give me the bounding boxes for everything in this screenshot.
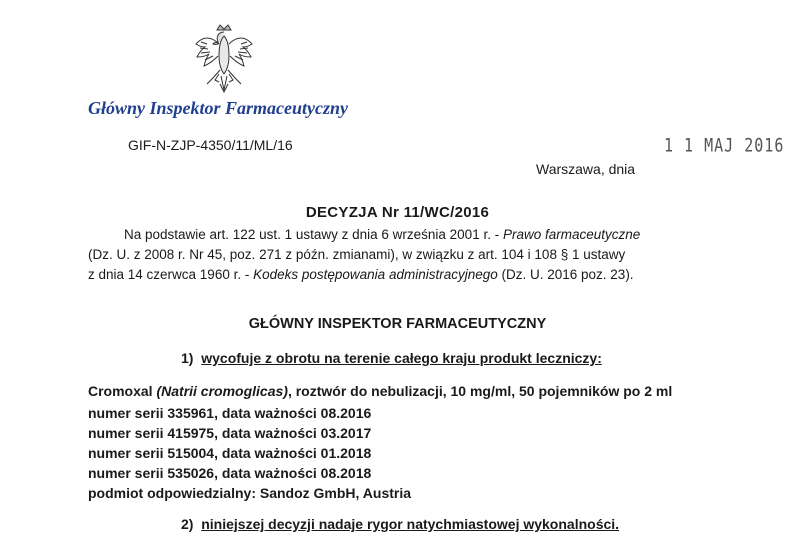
point-number: 2) — [181, 516, 194, 532]
decision-point-1 — [181, 350, 602, 366]
agency-name: Główny Inspektor Farmaceutyczny — [88, 98, 349, 118]
responsible-entity: podmiot odpowiedzialny: Sandoz GmbH, Austria — [88, 485, 412, 501]
point-number: 1) — [181, 350, 194, 366]
decision-title: DECYZJA Nr 11/WC/2016 — [305, 204, 490, 221]
date-stamp: 1 1 MAJ 2016 — [664, 133, 785, 157]
legal-basis-text: Na podstawie art. 122 ust. 1 ustawy z dnia 6 września 2001 r. - — [124, 227, 503, 242]
reference-number: GIF-N-ZJP-4350/11/ML/16 — [128, 137, 293, 153]
point-text: niniejszej decyzji nadaje rygor natychmiastowej wykonalności. — [201, 516, 620, 532]
authority-heading: GŁÓWNY INSPEKTOR FARMACEUTYCZNY — [248, 316, 547, 332]
legal-act-name: Kodeks postępowania administracyjnego — [253, 267, 498, 282]
legal-basis-text: (Dz. U. 2016 poz. 23). — [497, 267, 634, 282]
product-description — [88, 383, 672, 399]
batch-line: numer serii 415975, data ważności 03.2017 — [88, 425, 372, 441]
batch-line: numer serii 535026, data ważności 08.2018 — [88, 465, 372, 481]
legal-basis-line-2: (Dz. U. z 2008 r. Nr 45, poz. 271 z późn. zmianami), w związku z art. 104 i 108 § 1 ustawy — [88, 247, 626, 262]
batch-line: numer serii 335961, data ważności 08.2016 — [88, 405, 372, 421]
batch-line: numer serii 515004, data ważności 01.2018 — [88, 445, 372, 461]
decision-point-2 — [181, 516, 619, 532]
legal-act-name: Prawo farmaceutyczne — [502, 227, 641, 242]
polish-eagle-emblem — [193, 22, 255, 94]
place-date-label: Warszawa, dnia — [536, 161, 636, 177]
point-text: wycofuje z obrotu na terenie całego kraju produkt leczniczy: — [201, 350, 602, 366]
legal-basis-line-3 — [88, 265, 634, 285]
legal-basis-text: z dnia 14 czerwca 1960 r. - — [88, 267, 254, 282]
product-name: Cromoxal — [88, 383, 157, 399]
product-details: , roztwór do nebulizacji, 10 mg/ml, 50 pojemników po 2 ml — [287, 383, 673, 399]
product-substance: (Natrii cromoglicas) — [156, 383, 288, 399]
legal-basis-line-1 — [124, 225, 640, 245]
